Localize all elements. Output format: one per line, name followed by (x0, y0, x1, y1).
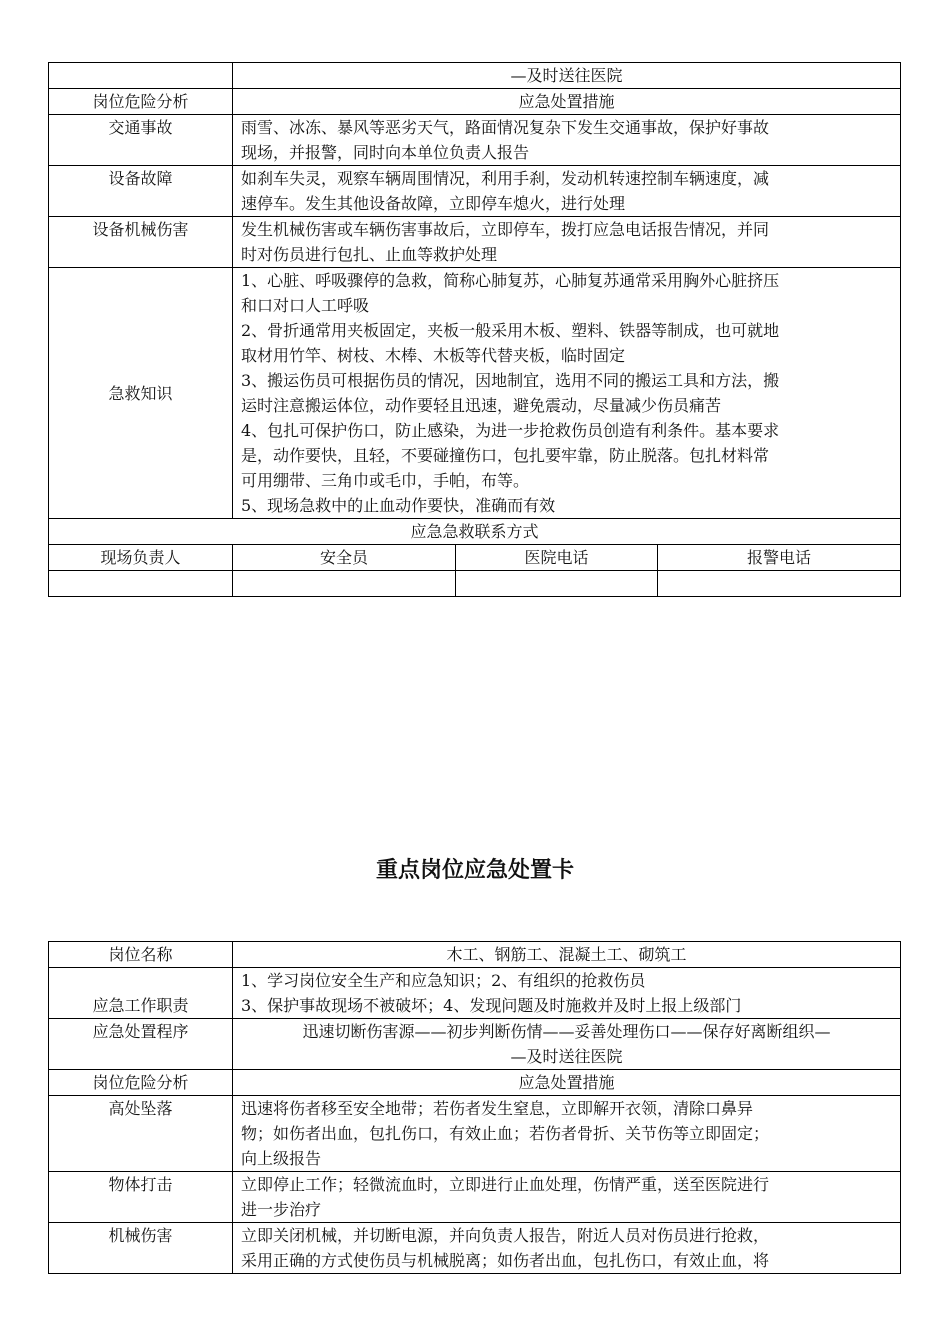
line: 是，动作要快，且轻，不要碰撞伤口，包扎要牢靠，防止脱落。包扎材料常 (241, 446, 770, 465)
row-label: 急救知识 (49, 268, 233, 519)
contact-value-police-phone (658, 571, 901, 597)
contact-title-row (49, 519, 901, 545)
duty-content (233, 968, 901, 1019)
line: 进一步治疗 (241, 1200, 322, 1219)
contact-title: 应急急救联系方式 (49, 519, 901, 545)
duty-label: 应急工作职责 (49, 968, 233, 1019)
line: 速停车。发生其他设备故障，立即停车熄火，进行处理 (241, 194, 626, 213)
line: 1、学习岗位安全生产和应急知识；2、有组织的抢救伤员 (241, 971, 646, 990)
table-header-row (49, 1070, 901, 1096)
row-content (233, 1096, 901, 1172)
line: 可用绷带、三角巾或毛巾，手帕，布等。 (241, 471, 530, 490)
line: 立即停止工作；轻微流血时，立即进行止血处理，伤情严重，送至医院进行 (241, 1175, 770, 1194)
line: 4、包扎可保护伤口，防止感染，为进一步抢救伤员创造有利条件。基本要求 (241, 421, 780, 440)
post-value: 木工、钢筋工、混凝土工、砌筑工 (233, 942, 901, 968)
row-content (233, 1223, 901, 1274)
header-measures: 应急处置措施 (233, 1070, 901, 1096)
post-label: 岗位名称 (49, 942, 233, 968)
post-row (49, 942, 901, 968)
header-measures: 应急处置措施 (233, 89, 901, 115)
procedure-content (233, 1019, 901, 1070)
row-content (233, 166, 901, 217)
row-label: 高处坠落 (49, 1096, 233, 1172)
line: 5、现场急救中的止血动作要快，准确而有效 (241, 496, 556, 515)
line: 雨雪、冰冻、暴风等恶劣天气，路面情况复杂下发生交通事故，保护好事故 (241, 118, 770, 137)
line: 和口对口人工呼吸 (241, 296, 370, 315)
row-content (233, 268, 901, 519)
row-label: 物体打击 (49, 1172, 233, 1223)
row-content (233, 115, 901, 166)
line: 1、心脏、呼吸骤停的急救，简称心肺复苏，心肺复苏通常采用胸外心脏挤压 (241, 271, 780, 290)
contact-header-hospital-phone: 医院电话 (456, 545, 658, 571)
line: 迅速将伤者移至安全地带；若伤者发生窒息，立即解开衣领，清除口鼻异 (241, 1099, 754, 1118)
table-row (49, 166, 901, 217)
line: 向上级报告 (241, 1149, 322, 1168)
line: 运时注意搬运体位，动作要轻且迅速，避免震动，尽量减少伤员痛苦 (241, 396, 722, 415)
contact-value-hospital-phone (456, 571, 658, 597)
table-row (49, 217, 901, 268)
row-label: 机械伤害 (49, 1223, 233, 1274)
table-row (49, 1172, 901, 1223)
line: 取材用竹竿、树枝、木棒、木板等代替夹板，临时固定 (241, 346, 626, 365)
row-content (233, 1172, 901, 1223)
procedure-tail-text: —及时送往医院 (233, 63, 901, 89)
line: 时对伤员进行包扎、止血等救护处理 (241, 245, 498, 264)
procedure-label: 应急处置程序 (49, 1019, 233, 1070)
procedure-tail-row (49, 63, 901, 89)
line: 2、骨折通常用夹板固定，夹板一般采用木板、塑料、铁器等制成，也可就地 (241, 321, 780, 340)
emergency-card-1-table (48, 62, 901, 597)
table-row (49, 1096, 901, 1172)
line: 物；如伤者出血，包扎伤口，有效止血；若伤者骨折、关节伤等立即固定； (241, 1124, 770, 1143)
line: 迅速切断伤害源——初步判断伤情——妥善处理伤口——保存好离断组织— (302, 1022, 831, 1041)
procedure-row (49, 1019, 901, 1070)
line: 如刹车失灵，观察车辆周围情况，利用手刹，发动机转速控制车辆速度，减 (241, 169, 770, 188)
line: —及时送往医院 (510, 1047, 623, 1066)
row-label: 设备故障 (49, 166, 233, 217)
table-row (49, 115, 901, 166)
duty-row (49, 968, 901, 1019)
line: 立即关闭机械，并切断电源，并向负责人报告，附近人员对伤员进行抢救， (241, 1226, 770, 1245)
contact-values-row (49, 571, 901, 597)
page-title: 重点岗位应急处置卡 (375, 858, 574, 883)
table-row (49, 268, 901, 519)
table-header-row (49, 89, 901, 115)
contact-header-police-phone: 报警电话 (658, 545, 901, 571)
emergency-card-2-table (48, 941, 901, 1274)
header-hazard-analysis: 岗位危险分析 (49, 1070, 233, 1096)
contact-header-row (49, 545, 901, 571)
empty-cell (49, 63, 233, 89)
line: 采用正确的方式使伤员与机械脱离；如伤者出血，包扎伤口，有效止血，将 (241, 1251, 770, 1270)
line: 3、搬运伤员可根据伤员的情况，因地制宜，选用不同的搬运工具和方法，搬 (241, 371, 780, 390)
line: 3、保护事故现场不被破坏；4、发现问题及时施救并及时上报上级部门 (241, 996, 742, 1015)
contact-header-safety-officer: 安全员 (233, 545, 456, 571)
header-hazard-analysis: 岗位危险分析 (49, 89, 233, 115)
line: 发生机械伤害或车辆伤害事故后，立即停车，拨打应急电话报告情况，并同 (241, 220, 770, 239)
row-label: 交通事故 (49, 115, 233, 166)
row-content (233, 217, 901, 268)
line: 现场，并报警，同时向本单位负责人报告 (241, 143, 530, 162)
row-label: 设备机械伤害 (49, 217, 233, 268)
table-row (49, 1223, 901, 1274)
contact-value-safety-officer (233, 571, 456, 597)
contact-header-site-lead: 现场负责人 (49, 545, 233, 571)
contact-value-site-lead (49, 571, 233, 597)
